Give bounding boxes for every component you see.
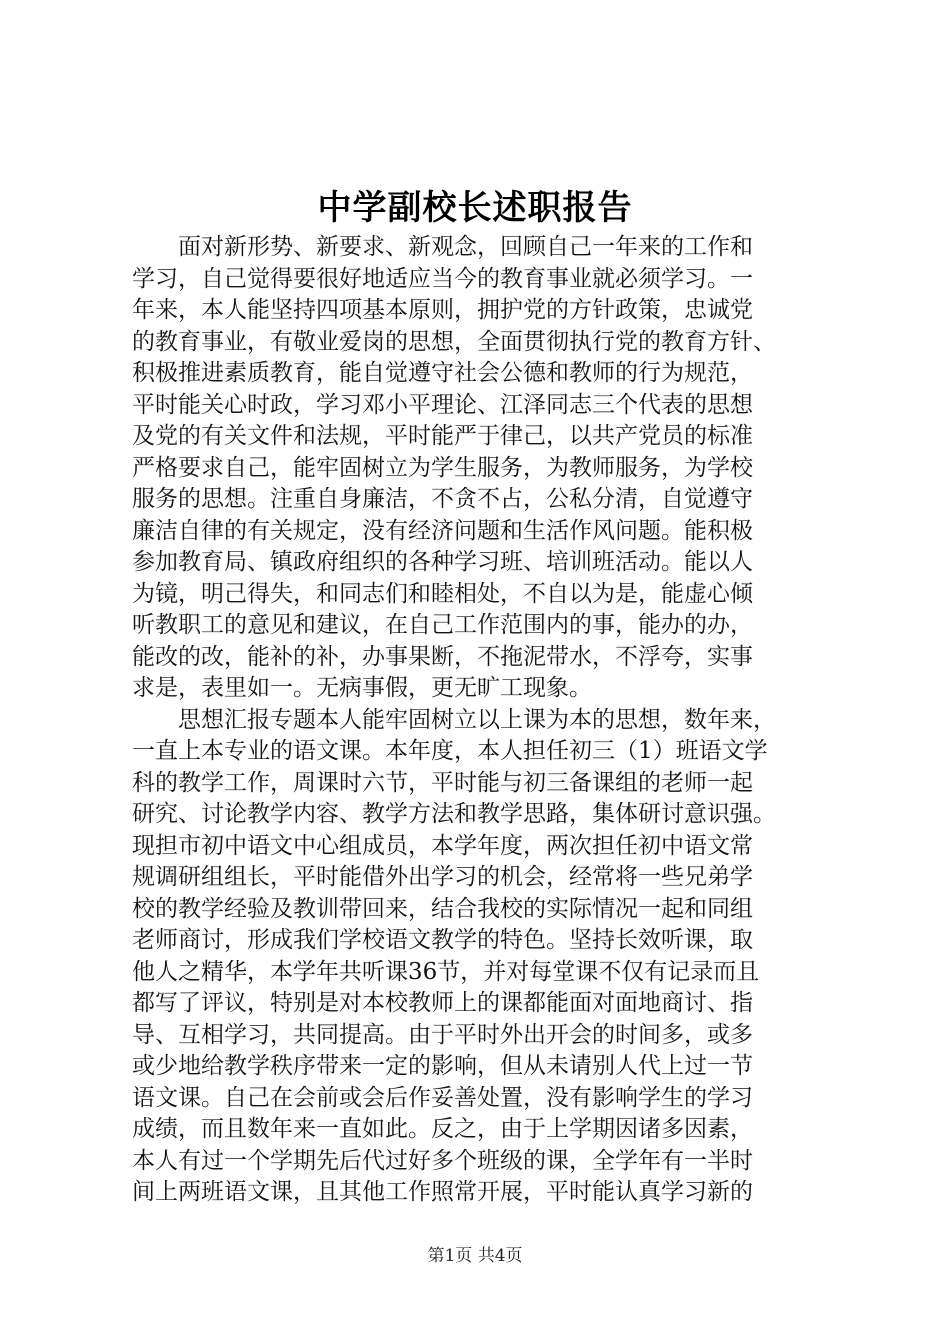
document-body xyxy=(132,232,832,1209)
text-line: 参加教育局、镇政府组织的各种学习班、培训班活动。能以人 xyxy=(132,549,753,575)
text-line: 语文课。自己在会前或会后作妥善处置，没有影响学生的学习 xyxy=(132,1084,753,1111)
text-line: 他人之精华，本学年共听课36节，并对每堂课不仅有记录而且 xyxy=(132,958,760,985)
document-title: 中学副校长述职报告 xyxy=(317,188,633,228)
text-line: 现担市初中语文中心组成员，本学年度，两次担任初中语文常 xyxy=(132,832,753,859)
text-line: 规调研组组长，平时能借外出学习的机会，经常将一些兄弟学 xyxy=(132,864,753,890)
text-line: 求是，表里如一。无病事假，更无旷工现象。 xyxy=(132,675,592,701)
text-line: 能改的改，能补的补，办事果断，不拖泥带水，不浮夸，实事 xyxy=(132,643,753,670)
text-line: 平时能关心时政，学习邓小平理论、江泽同志三个代表的思想 xyxy=(132,391,753,418)
text-line: 导、互相学习，共同提高。由于平时外出开会的时间多，或多 xyxy=(132,1021,753,1048)
text-line: 成绩，而且数年来一直如此。反之，由于上学期因诸多因素， xyxy=(132,1116,753,1142)
text-line: 面对新形势、新要求、新观念，回顾自己一年来的工作和 xyxy=(178,234,753,260)
text-line: 或少地给教学秩序带来一定的影响，但从未请别人代上过一节 xyxy=(132,1053,753,1079)
text-line: 老师商讨，形成我们学校语文教学的特色。坚持长效听课，取 xyxy=(132,927,753,953)
text-line: 积极推进素质教育，能自觉遵守社会公德和教师的行为规范， xyxy=(132,360,753,386)
text-line: 思想汇报专题本人能牢固树立以上课为本的思想，数年来， xyxy=(178,706,776,733)
text-line: 都写了评议，特别是对本校教师上的课都能面对面地商讨、指 xyxy=(132,990,753,1016)
text-line: 研究、讨论教学内容、教学方法和教学思路，集体研讨意识强。 xyxy=(132,801,776,827)
text-line: 及党的有关文件和法规，平时能严于律己，以共产党员的标准 xyxy=(132,423,753,449)
text-line: 学习，自己觉得要很好地适应当今的教育事业就必须学习。一 xyxy=(132,265,753,292)
text-line: 服务的思想。注重自身廉洁，不贪不占，公私分清，自觉遵守 xyxy=(132,486,753,512)
text-line: 一直上本专业的语文课。本年度，本人担任初三（1）班语文学 xyxy=(132,738,768,764)
text-line: 校的教学经验及教训带回来，结合我校的实际情况一起和同组 xyxy=(132,895,753,922)
text-line: 年来，本人能坚持四项基本原则，拥护党的方针政策，忠诚党 xyxy=(132,297,753,323)
text-line: 本人有过一个学期先后代过好多个班级的课，全学年有一半时 xyxy=(132,1147,753,1174)
text-line: 科的教学工作，周课时六节，平时能与初三备课组的老师一起 xyxy=(132,769,753,796)
text-line: 为镜，明己得失，和同志们和睦相处，不自以为是，能虚心倾 xyxy=(132,580,753,607)
text-line: 听教职工的意见和建议，在自己工作范围内的事，能办的办， xyxy=(132,612,753,638)
page-footer: 第1页 共4页 xyxy=(427,1246,523,1266)
text-line: 廉洁自律的有关规定，没有经济问题和生活作风问题。能积极 xyxy=(132,517,753,544)
text-line: 间上两班语文课，且其他工作照常开展，平时能认真学习新的 xyxy=(132,1179,753,1205)
text-line: 严格要求自己，能牢固树立为学生服务，为教师服务，为学校 xyxy=(132,454,753,481)
text-line: 的教育事业，有敬业爱岗的思想，全面贯彻执行党的教育方针、 xyxy=(132,328,776,355)
